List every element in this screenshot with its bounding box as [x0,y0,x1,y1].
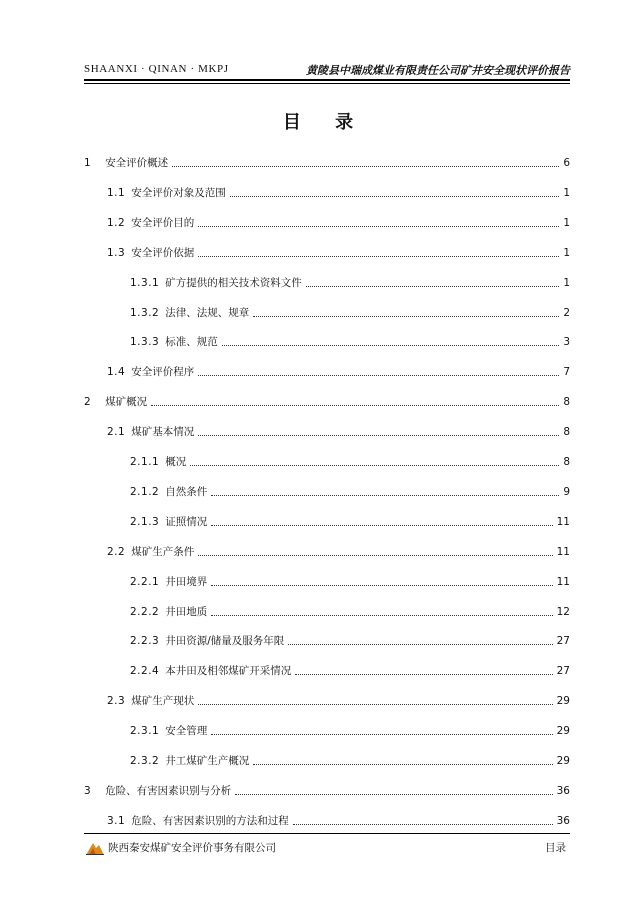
toc-entry-page: 6 [563,157,570,169]
toc-entry[interactable] [130,483,570,499]
toc-entry-page: 29 [556,725,570,738]
toc-entry-title: 安全评价程序 [131,366,195,379]
footer-section-label: 目录 [545,842,566,854]
toc-entry-title: 标准、规范 [165,336,218,349]
toc-entry-number: 3 [84,784,92,797]
toc-entry-title: 井田资源/储量及服务年限 [165,635,285,648]
toc-entry-page: 3 [563,336,570,349]
toc-entry-number: 2.3.2 [130,755,160,767]
toc-dot-leader [198,704,552,705]
toc-entry-number: 1.3 [107,246,126,259]
toc-dot-leader [211,495,559,496]
toc-dot-leader [198,555,552,556]
toc-dot-leader [211,734,552,735]
toc-entry[interactable] [84,154,570,170]
toc-entry[interactable] [130,632,570,648]
footer-rule [84,833,570,834]
toc-entry-title: 井工煤矿生产概况 [165,755,250,767]
toc-entry-page: 12 [556,605,570,618]
toc-entry-number: 1.3.1 [130,276,160,289]
toc-entry[interactable] [84,782,570,798]
toc-dot-leader [235,794,552,795]
toc-entry[interactable] [130,453,570,469]
toc-entry-title: 安全评价目的 [131,216,195,229]
toc-dot-leader [172,166,559,167]
toc-entry-title: 安全评价对象及范围 [131,186,226,199]
toc-entry-page: 36 [556,784,570,797]
toc-entry[interactable] [130,274,570,290]
toc-entry-page: 11 [556,575,570,588]
toc-entry[interactable] [107,184,570,200]
toc-entry-page: 27 [556,635,570,648]
toc-entry[interactable] [130,304,570,320]
toc-entry[interactable] [130,333,570,349]
toc-entry[interactable] [107,363,570,379]
toc-entry[interactable] [107,812,570,828]
toc-dot-leader [211,525,552,526]
company-logo-icon [86,841,104,855]
toc-entry-page: 27 [556,665,570,678]
toc-entry-number: 3.1 [107,814,126,827]
toc-entry-title: 矿方提供的相关技术资料文件 [165,276,302,289]
toc-dot-leader [198,375,559,376]
toc-dot-leader [293,824,553,825]
toc-entry-title: 煤矿生产条件 [131,545,195,558]
toc-entry-page: 8 [563,456,570,468]
toc-dot-leader [198,435,559,436]
toc-entry-number: 1.3.2 [130,306,160,319]
toc-entry-title: 概况 [165,456,187,468]
toc-entry-number: 2.1 [107,426,126,439]
toc-entry-number: 2.1.1 [130,456,160,468]
toc-entry[interactable] [130,752,570,768]
toc-entry-title: 自然条件 [165,485,208,498]
toc-entry[interactable] [107,543,570,559]
toc-entry-number: 1.4 [107,366,126,379]
toc-entry-page: 7 [563,366,570,379]
toc-entry-number: 2.3 [107,695,126,708]
toc-entry[interactable] [84,393,570,409]
toc-dot-leader [211,615,552,616]
header-left-text: SHAANXI · QINAN · MKPJ [84,63,229,75]
toc-dot-leader [198,256,559,257]
footer-company-name: 陕西秦安煤矿安全评价事务有限公司 [108,842,276,854]
toc-entry-number: 1.3.3 [130,336,160,349]
toc-entry[interactable] [107,214,570,230]
toc-dot-leader [151,405,559,406]
toc-entry-title: 煤矿概况 [105,396,148,409]
toc-entry-page: 1 [563,246,570,259]
toc-entry-title: 证照情况 [165,515,208,528]
header-rule-thin [84,83,570,84]
toc-entry-title: 煤矿生产现状 [131,695,195,708]
toc-dot-leader [306,286,560,287]
toc-entry-title: 煤矿基本情况 [131,426,195,439]
toc-entry[interactable] [107,692,570,708]
toc-entry-number: 2.1.2 [130,485,160,498]
toc-entry-title: 危险、有害因素识别的方法和过程 [131,814,289,827]
toc-entry-page: 9 [563,485,570,498]
toc-entry-title: 本井田及相邻煤矿开采情况 [165,665,292,678]
toc-dot-leader [253,316,559,317]
toc-entry[interactable] [130,722,570,738]
header-rule-thick [84,79,570,81]
toc-entry-page: 29 [556,695,570,708]
toc-entry-title: 危险、有害因素识别与分析 [105,784,232,797]
toc-entry[interactable] [130,513,570,529]
toc-entry-number: 2.2.1 [130,575,160,588]
toc-dot-leader [288,644,552,645]
toc-entry-page: 11 [556,545,570,558]
toc-entry-number: 1.2 [107,216,126,229]
toc-entry-title: 安全评价概述 [105,157,169,169]
toc-entry[interactable] [130,573,570,589]
toc-entry-number: 2.2.4 [130,665,160,678]
toc-dot-leader [295,674,552,675]
toc-dot-leader [230,196,560,197]
toc-dot-leader [198,226,559,227]
toc-entry-page: 8 [563,396,570,409]
toc-entry-title: 井田境界 [165,575,208,588]
toc-entry-title: 安全评价依据 [131,246,195,259]
toc-entry-page: 2 [563,306,570,319]
toc-entry-number: 2.3.1 [130,725,160,738]
toc-entry-title: 井田地质 [165,605,208,618]
toc-entry-number: 1.1 [107,186,126,199]
toc-entry-title: 安全管理 [165,725,208,738]
toc-entry[interactable] [130,603,570,619]
toc-title: 目 录 [282,112,368,133]
toc-entry[interactable] [130,662,570,678]
toc-dot-leader [253,764,552,765]
toc-entry-page: 29 [556,755,570,767]
toc-entry[interactable] [107,423,570,439]
toc-entry-page: 1 [563,186,570,199]
toc-entry-number: 2.2 [107,545,126,558]
toc-entry-page: 1 [563,276,570,289]
toc-entry-number: 2.2.2 [130,605,160,618]
toc-entry-page: 8 [563,426,570,439]
toc-dot-leader [211,585,552,586]
toc-entry-page: 11 [556,515,570,528]
toc-entry-page: 1 [563,216,570,229]
toc-entry-title: 法律、法规、规章 [165,306,250,319]
header-right-text: 黄陵县中瑞成煤业有限责任公司矿井安全现状评价报告 [306,64,570,77]
toc-dot-leader [190,465,559,466]
toc-entry-number: 2.2.3 [130,635,160,648]
toc-entry-number: 1 [84,157,92,169]
toc-entry-page: 36 [556,814,570,827]
toc-dot-leader [222,345,560,346]
toc-entry-number: 2 [84,396,92,409]
toc-entry[interactable] [107,244,570,260]
toc-entry-number: 2.1.3 [130,515,160,528]
